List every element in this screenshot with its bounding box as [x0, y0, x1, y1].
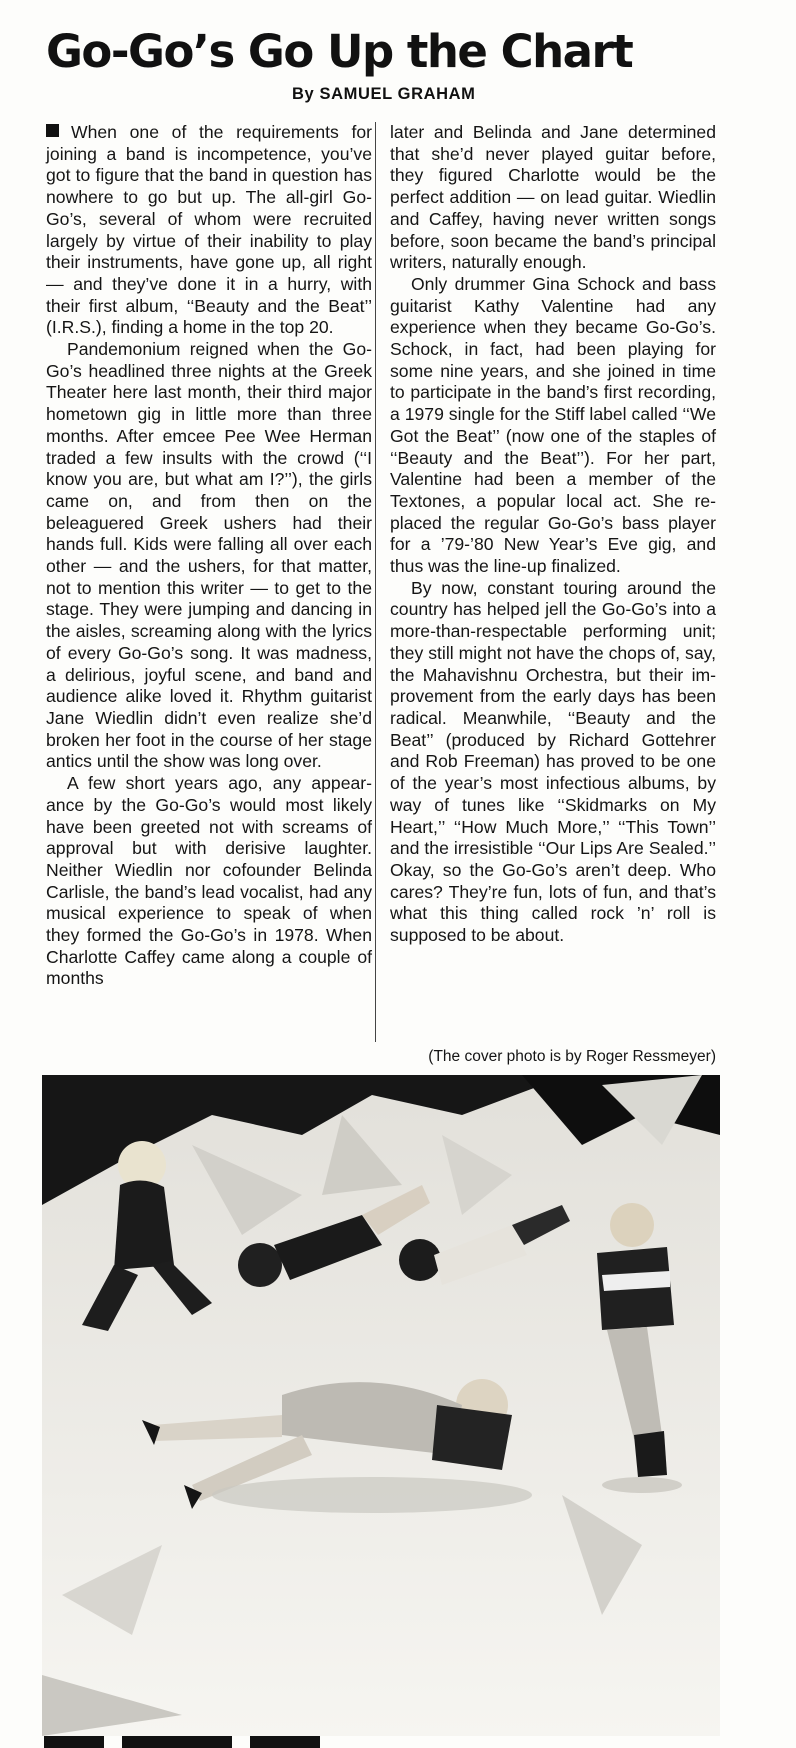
column-divider [375, 122, 376, 1042]
paragraph: By now, constant touring around the country has helped jell the Go-Go’s into a more-than-respectable performing unit; they still might not have the chops of, say, the Mahavishnu Orchestra, but their improvement from the early days has been radical. Meanwhile, ‘‘Beauty and the Beat’’ (produced by Richard Gottehrer and Rob Freeman) has proved to be one of the year’s most infectious albums, by way of tunes like ‘‘Skidmarks on My Heart,’’ ‘‘How Much More,’’ ‘‘This Town’’ and the irresistible ‘‘Our Lips Are Sealed.’’ Okay, so the Go-Go’s aren’t deep. Who cares? They’re fun, lots of fun, and that’s what this thing called rock ’n’ roll is supposed to be about. [390, 577, 716, 946]
square-bullet-icon [46, 124, 59, 137]
article-column-2 [390, 122, 716, 947]
byline: By SAMUEL GRAHAM [292, 85, 476, 103]
paragraph-text: When one of the requirements for joining a band is incompetence, you’ve got to figure that the band in question has nowhere to go but up. The all-girl Go-Go’s, several of whom were recruited largely by virtue of their inability to play their instruments, have gone up, all right — and they’ve done it in a hurry, with their first album, ‘‘Beauty and the Beat’’ (I.R.S.), finding a home in the top 20. [46, 122, 372, 338]
band-photo [42, 1075, 720, 1736]
paragraph: Pandemonium reigned when the Go-Go’s headlined three nights at the Greek Theater here last month, their third major hometown gig in little more than three months. After emcee Pee Wee Herman traded a few insults with the crowd (‘‘I know you are, but what am I?’’), the girls came on, and from then on the beleaguered Greek ushers had their hands full. Kids were falling all over each other — and the ushers, for that matter, not to mention this writer — to get to the stage. They were jumping and dancing in the aisles, screaming along with the lyrics of every Go-Go’s song. It was madness, a delirious, joyful scene, and band and audience alike loved it. Rhythm guitarist Jane Wiedlin didn’t even realize she’d broken her foot in the course of her stage antics until the show was long over. [46, 339, 372, 772]
paragraph: Only drummer Gina Schock and bass guitarist Kathy Valentine had any experience when they became Go-Go’s. Schock, in fact, had been playing for some nine years, and she joined in time to participate in the band’s first recording, a 1979 single for the Stiff label called ‘‘We Got the Beat’’ (now one of the staples of ‘‘Beauty and the Beat’’). For her part, Valentine had been a member of the Textones, a popular local act. She replaced the regular Go-Go’s bass player for a ’79-’80 New Year’s Eve gig, and thus was the line-up finalized. [390, 273, 716, 577]
photo-credit: (The cover photo is by Roger Ressmeyer) [428, 1048, 716, 1065]
next-article-title-cropped [44, 1736, 544, 1748]
paragraph [46, 122, 372, 339]
paragraph: later and Belinda and Jane determined that she’d never played guitar before, they figured Charlotte would be the perfect addition — on lead guitar. Wiedlin and Caffey, having never written songs before, soon became the band’s principal writers, naturally enough. [390, 122, 716, 273]
headline: Go-Go’s Go Up the Chart [46, 25, 633, 78]
paragraph: A few short years ago, any appearance by the Go-Go’s would most likely have been greeted not with screams of approval but with derisive laughter. Neither Wiedlin nor cofounder Belinda Carlisle, the band’s lead vocalist, had any musical experience to speak of when they formed the Go-Go’s in 1978. When Charlotte Caffey came along a couple of months [46, 773, 372, 989]
article-column-1 [46, 122, 372, 990]
